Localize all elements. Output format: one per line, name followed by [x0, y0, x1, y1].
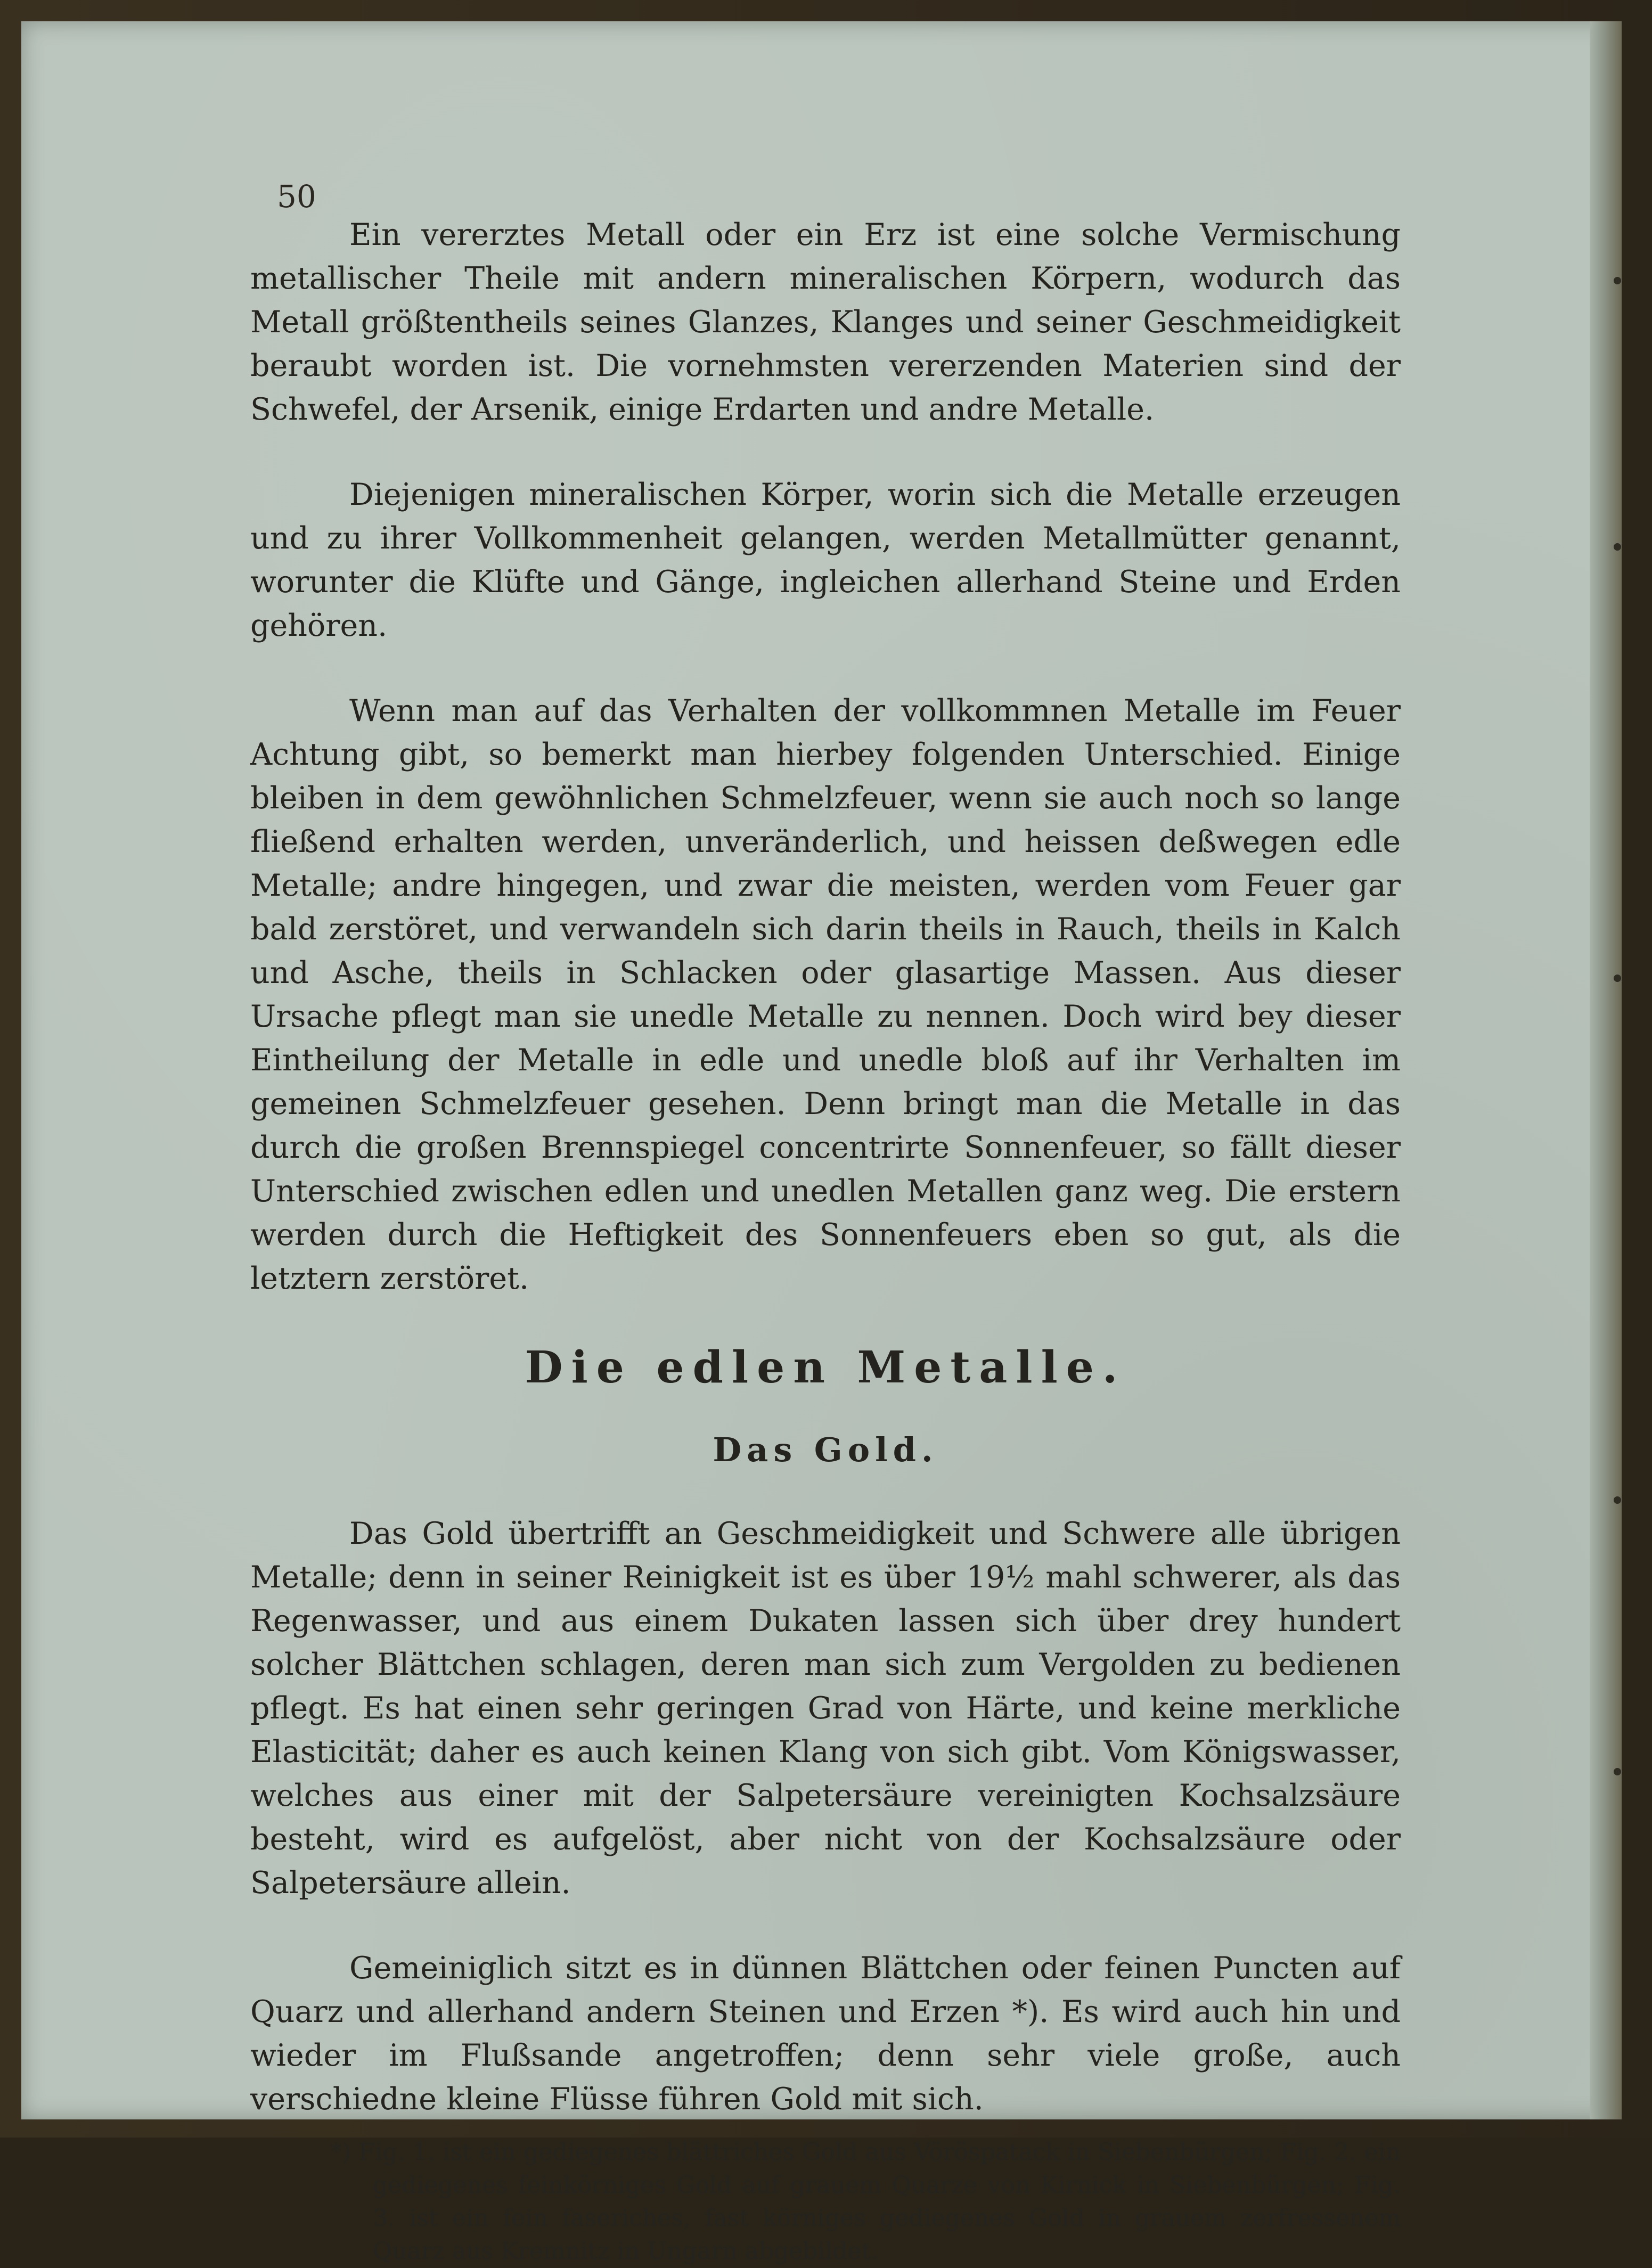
- footnote: *) Fig. 1. ist ein gediegenes blättriches Gold aus Vöröspatack in Siebenbürgen; Fig. 2. ein gediegenes feinkörniges Gold auf grauem Quarze von Kirnick in Siebenbürgen; Fig. 3. ist ein fein faseriches, fast körniges gediegenes Gold in grauem zerfressenem Quarz aus Kremnitz in Ungarn abgebildet.: [330, 2139, 1401, 2265]
- section-subheading: Das Gold.: [713, 1430, 938, 1469]
- spine-dot: [1614, 1496, 1621, 1504]
- page-text: [250, 213, 1401, 2268]
- section-heading: Die edlen Metalle.: [525, 1342, 1126, 1393]
- spine-dot: [1614, 543, 1621, 551]
- spine-dot: [1614, 975, 1621, 982]
- spine-marks: [1614, 277, 1624, 1874]
- paragraph-gold-vorkommen: Gemeiniglich sitzt es in dünnen Blättchen oder feinen Puncten auf Quarz und allerhand andern Steinen und Erzen *). Es wird auch hin und wieder im Flußsande angetroffen; denn sehr viele große, auch verschiedne kleine Flüsse führen Gold mit sich.: [250, 1951, 1401, 2117]
- paragraph-vererztes-metall: Ein vererztes Metall oder ein Erz ist eine solche Vermischung metallischer Theile mit andern mineralischen Körpern, wodurch das Metall größtentheils seines Glanzes, Klanges und seiner Geschmeidigkeit beraubt worden ist. Die vornehmsten vererzenden Materien sind der Schwefel, der Arsenik, einige Erdarten und andre Metalle.: [250, 217, 1401, 427]
- paragraph-gold-eigenschaften: Das Gold übertrifft an Geschmeidigkeit und Schwere alle übrigen Metalle; denn in seiner Reinigkeit ist es über 19½ mahl schwerer, als das Regenwasser, und aus einem Dukaten lassen sich über drey hundert solcher Blättchen schlagen, deren man sich zum Vergolden zu bedienen pflegt. Es hat einen sehr geringen Grad von Härte, und keine merkliche Elasticität; daher es auch keinen Klang von sich gibt. Vom Königswasser, welches aus einer mit der Salpetersäure vereinigten Kochsalzsäure besteht, wird es aufgelöst, aber nicht von der Kochsalzsäure oder Salpetersäure allein.: [250, 1516, 1401, 1901]
- spine-dot: [1614, 1768, 1621, 1775]
- paragraph-metallmuetter: Diejenigen mineralischen Körper, worin sich die Metalle erzeugen und zu ihrer Vollkommenheit gelangen, werden Metallmütter genannt, worunter die Klüfte und Gänge, ingleichen allerhand Steine und Erden gehören.: [250, 477, 1401, 643]
- paragraph-verhalten-im-feuer: Wenn man auf das Verhalten der vollkommnen Metalle im Feuer Achtung gibt, so bemerkt man hierbey folgenden Unterschied. Einige bleiben in dem gewöhnlichen Schmelzfeuer, wenn sie auch noch so lange fließend erhalten werden, unveränderlich, und heissen deßwegen edle Metalle; andre hingegen, und zwar die meisten, werden vom Feuer gar bald zerstöret, und verwandeln sich darin theils in Rauch, theils in Kalch und Asche, theils in Schlacken oder glasartige Massen. Aus dieser Ursache pflegt man sie unedle Metalle zu nennen. Doch wird bey dieser Eintheilung der Metalle in edle und unedle bloß auf ihr Verhalten im gemeinen Schmelzfeuer gesehen. Denn bringt man die Metalle in das durch die großen Brennspiegel concentrirte Sonnenfeuer, so fällt dieser Unterschied zwischen edlen und unedlen Metallen ganz weg. Die erstern werden durch die Heftigkeit des Sonnenfeuers eben so gut, als die letztern zerstöret.: [250, 693, 1401, 1296]
- spine-dot: [1614, 277, 1621, 284]
- page-number: 50: [277, 178, 316, 215]
